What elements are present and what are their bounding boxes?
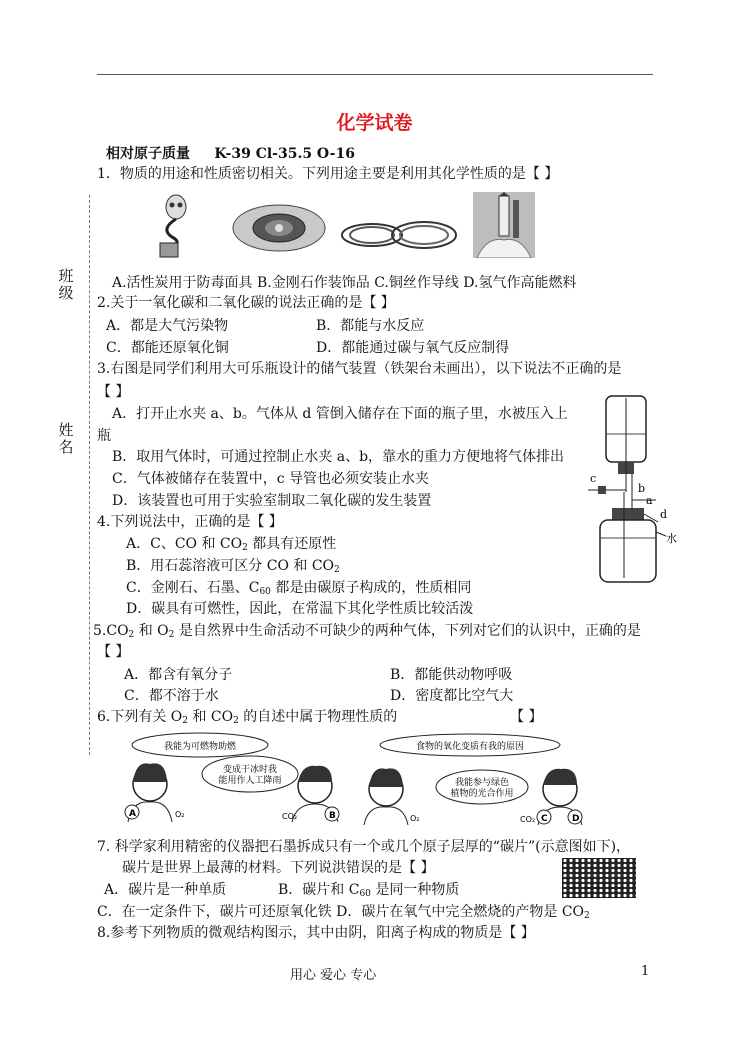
q4-option-c: C．金刚石、石墨、$C_{60}$ 都是由碳原子构成的，性质相同 — [126, 580, 472, 597]
q4-option-a: A．C、CO 和 $CO_2$ 都具有还原性 — [126, 536, 337, 553]
bubble-d-line1: 我能参与绿色 — [454, 778, 510, 788]
label-b: B — [329, 811, 336, 821]
bubble-a: 我能为可燃物助燃 — [163, 742, 237, 752]
q1-options: A.活性炭用于防毒面具 B.金刚石作装饰品 C.铜丝作导线 D.氢气作高能燃料 — [112, 275, 577, 291]
q5-bracket: 【 】 — [97, 644, 130, 660]
binding-line — [89, 195, 90, 755]
q2-option-a: A．都是大气污染物 — [106, 318, 229, 334]
q7-stem: 7. 科学家利用精密的仪器把石墨拆成只有一个或几个原子层厚的“碳片”(示意图如下)， — [97, 839, 631, 855]
q3-option-d: D．该装置也可用于实验室制取二氧化碳的发生装置 — [112, 493, 432, 509]
class-label: 班级 — [58, 267, 74, 302]
q4-stem: 4.下列说法中，正确的是【 】 — [97, 514, 283, 530]
q5-stem: $5.CO_2$ 和 $O_2$ 是自然界中生命活动不可缺少的两种气体，下列对它们的认识中，正确的是 — [93, 623, 641, 640]
name-label: 姓名 — [58, 421, 74, 456]
q6-stem: 6.下列有关 $O_2$ 和 $CO_2$ 的自述中属于物理性质的 — [97, 709, 398, 726]
q8-stem: 8.参考下列物质的微观结构图示，其中由阴，阳离子构成的物质是【 】 — [97, 925, 535, 941]
q3-option-b: B．取用气体时，可通过控制止水夹 a、b，靠水的重力方便地将气体排出 — [112, 449, 565, 465]
header-rule — [97, 74, 653, 75]
atomic-mass-label: 相对原子质量 — [106, 146, 190, 162]
q2-option-d: D．都能通过碳与氧气反应制得 — [316, 340, 510, 356]
q7-option-cd: C．在一定条件下，碳片可还原氧化铁 D．碳片在氧气中完全燃烧的产物是 $CO_2$ — [97, 904, 590, 921]
copper-wire-image — [340, 217, 458, 253]
q5-option-d: D．密度都比空气大 — [390, 688, 514, 704]
q6-cartoon-left — [120, 730, 350, 822]
gas-mask-image — [150, 193, 200, 259]
q3-option-c: C．气体被储存在装置中，c 导管也必须安装止水夹 — [112, 471, 430, 487]
q3-option-a: A．打开止水夹 a、b。气体从 d 管倒入储存在下面的瓶子里，水被压入上 — [112, 406, 568, 422]
bubble-b-line1: 变成干冰时我 — [222, 765, 278, 775]
q7-stem-cont: 碳片是世界上最薄的材料。下列说洪错误的是【 】 — [122, 860, 435, 876]
rocket-launch-image — [473, 192, 535, 258]
label-d: D — [572, 814, 580, 824]
bubble-d-line2: 植物的光合作用 — [450, 789, 514, 799]
q7-option-b: B．碳片和 $C_{60}$ 是同一种物质 — [278, 882, 460, 899]
q3-stem: 3.右图是同学们利用大可乐瓶设计的储气装置（铁架台未画出），以下说法不正确的是 — [97, 361, 622, 377]
bubble-b-line2: 能用作人工降雨 — [218, 776, 282, 786]
q3-bracket: 【 】 — [97, 384, 130, 400]
fig-label-b: b — [638, 482, 646, 495]
label-c: C — [541, 814, 548, 824]
fig-label-a: a — [646, 494, 653, 507]
q4-option-b: B．用石蕊溶液可区分 CO 和 $CO_2$ — [126, 558, 340, 575]
page-title: 化学试卷 — [336, 112, 413, 134]
gas-o2-left: O₂ — [175, 810, 185, 819]
q6-bracket: 【 】 — [510, 709, 543, 725]
q1-stem: 1．物质的用途和性质密切相关。下列用途主要是利用其化学性质的是【 】 — [97, 166, 559, 182]
q5-option-b: B．都能供动物呼吸 — [390, 667, 513, 683]
q3-option-a-cont: 瓶 — [97, 428, 111, 444]
q5-option-a: A．都含有氧分子 — [124, 667, 233, 683]
atomic-mass-line — [106, 145, 355, 163]
q2-option-b: B．都能与水反应 — [316, 318, 425, 334]
q4-option-d: D．碳具有可燃性，因此，在常温下其化学性质比较活泼 — [126, 601, 474, 617]
q2-stem: 2.关于一氧化碳和二氧化碳的说法正确的是【 】 — [97, 295, 395, 311]
footer-motto: 用心 爱心 专心 — [290, 968, 377, 983]
page-number: 1 — [641, 964, 650, 979]
atomic-mass-values: K-39 Cl-35.5 O-16 — [214, 146, 355, 162]
gas-co2-left: CO₂ — [282, 812, 298, 821]
bubble-c: 食物的氧化变质有我的原因 — [415, 742, 525, 752]
diamond-jewelry-image — [232, 203, 326, 253]
gas-storage-apparatus-diagram — [586, 392, 684, 584]
fig-label-water: 水 — [666, 532, 677, 545]
q6-cartoon-right — [362, 733, 588, 825]
q2-option-c: C．都能还原氧化铜 — [106, 340, 229, 356]
fig-label-d: d — [660, 508, 668, 521]
fig-label-c: c — [590, 472, 597, 485]
q5-option-c: C．都不溶于水 — [124, 688, 219, 704]
q7-option-a: A．碳片是一种单质 — [104, 882, 227, 898]
gas-o2-right: O₂ — [410, 814, 420, 823]
label-a: A — [129, 809, 136, 819]
graphene-sheet-image — [562, 858, 636, 898]
gas-co2-right: CO₂ — [520, 815, 536, 824]
